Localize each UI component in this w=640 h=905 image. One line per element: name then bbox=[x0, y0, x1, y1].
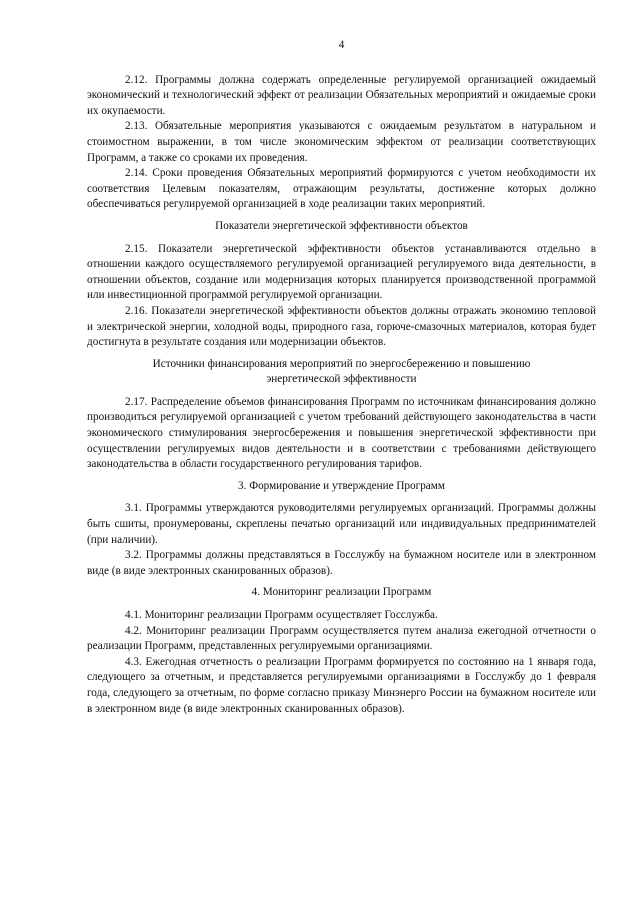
section-heading-energy-efficiency: Показатели энергетической эффективности объектов bbox=[215, 219, 468, 232]
paragraph-2-13: 2.13. Обязательные мероприятия указываются с ожидаемым результатом в натуральном и стоимостном выражении, в том числе экономическим эффектом от реализации соответствующих Программ, а также со сроками их проведения. bbox=[87, 120, 596, 164]
paragraph-4-3: 4.3. Ежегодная отчетность о реализации Программ формируется по состоянию на 1 января года, следующего за отчетным, и представляется регулируемыми организациями в Госслужбу до 1 февраля года, следующего за отчетным, по форме согласно приказу Минэнерго России на бумажном носителе или в электронном виде (в виде электронных сканированных образов). bbox=[87, 655, 596, 715]
section-heading-4: 4. Мониторинг реализации Программ bbox=[251, 586, 432, 599]
paragraph-3-2: 3.2. Программы должны представляться в Госслужбу на бумажном носителе или в электронном виде (в виде электронных сканированных образов). bbox=[87, 549, 596, 577]
section-heading-financing-line1: Источники финансирования мероприятий по энергосбережению и повышению bbox=[152, 357, 531, 370]
section-heading-financing bbox=[87, 357, 596, 388]
paragraph-2-16: 2.16. Показатели энергетической эффективности объектов должны отражать экономию тепловой и электрической энергии, холодной воды, природного газа, горюче-смазочных материалов, которая будет достигнута в результате создания или модернизации объектов. bbox=[87, 304, 596, 349]
paragraph-2-17: 2.17. Распределение объемов финансирования Программ по источникам финансирования должно производиться регулируемой организацией с учетом требований действующего законодательства в части экономического стимулирования энергосбережения и повышения энергетической эффективности при осуществлении регулируемых видов деятельности и в соответствии с требованиями действующего законодательства в области государственного регулирования тарифов. bbox=[87, 395, 596, 471]
page-number: 4 bbox=[338, 39, 345, 51]
paragraph-2-12: 2.12. Программы должна содержать определенные регулируемой организацией ожидаемый экономический и технологический эффект от реализации Обязательных мероприятий и ожидаемые сроки их окупаемости. bbox=[87, 73, 596, 117]
paragraph-2-14: 2.14. Сроки проведения Обязательных мероприятий формируются с учетом необходимости их соответствия Целевым показателям, отражающим результаты, достижение которых должно обеспечиваться регулируемой организацией в ходе реализации таких мероприятий. bbox=[87, 167, 596, 211]
paragraph-4-2: 4.2. Мониторинг реализации Программ осуществляется путем анализа ежегодной отчетности о реализации Программ, представленных регулируемыми организациями. bbox=[87, 624, 596, 653]
paragraph-3-1: 3.1. Программы утверждаются руководителями регулируемых организаций. Программы должны быть сшиты, пронумерованы, скреплены печатью организаций или индивидуальных предпринимателей (при наличии). bbox=[87, 502, 596, 546]
paragraph-4-1: 4.1. Мониторинг реализации Программ осуществляет Госслужба. bbox=[125, 609, 438, 621]
section-heading-3: 3. Формирование и утверждение Программ bbox=[238, 479, 445, 492]
section-heading-financing-line2: энергетической эффективности bbox=[266, 373, 417, 386]
paragraph-2-15: 2.15. Показатели энергетической эффективности объектов устанавливаются отдельно в отношении каждого осуществляемого регулируемой организацией регулируемого вида деятельности, в отношении объектов, создание или модернизация которых планируется производственной программой или инвестиционной программой регулируемой организации. bbox=[87, 242, 596, 302]
